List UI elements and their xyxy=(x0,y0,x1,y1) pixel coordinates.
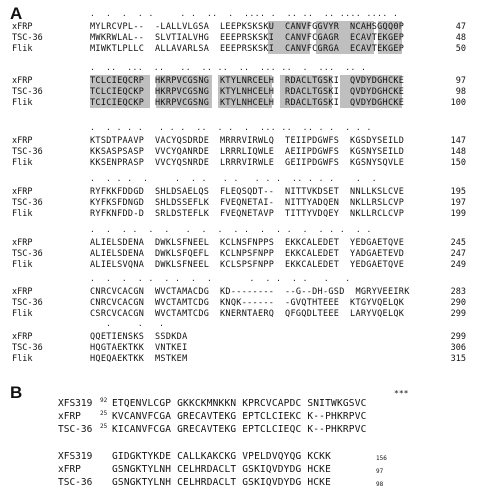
sequence-name: Flik xyxy=(12,158,33,168)
sequence-name: Flik xyxy=(12,209,33,219)
residue-position: 283 xyxy=(450,287,466,297)
residue-position: 147 xyxy=(450,136,466,146)
start-position: 25 xyxy=(100,423,108,430)
sequence-name: XFS319 xyxy=(58,398,93,409)
sequence-residues: KTSDTPAAVP VACYQSDRDE MRRRVIRWLQ TEIIPDGWFS KGSDYSEILD xyxy=(90,136,405,146)
sequence-residues: ALIELSDENA DWKLSFNEEL KCLNSFNPPS EKKCALEDET YEDGAETQVE xyxy=(90,238,405,248)
conservation-dots: · · · · · · · · · · · · · ·· · · · · · xyxy=(90,176,378,185)
residue-position: 100 xyxy=(450,98,466,108)
sequence-name: Flik xyxy=(12,354,33,364)
sequence-residues: CNRCVCACGN WVCTAMACDG KD-------- --G--DH-GSD MGRYVEEIRK xyxy=(90,287,410,297)
sequence-residues: CNRCVCACGN WVCTAMTCDG KNQK------ -GVQTHTEEE KTGYVQELQK xyxy=(90,298,405,308)
sequence-name: xFRP xyxy=(12,332,33,342)
residue-position: 299 xyxy=(450,332,466,342)
residue-position: 195 xyxy=(450,187,466,197)
sequence-residues: MYLRCVPL-- -LALLVLGSA LEEPKSKSKU CANVFGGVYR NCAHSGQQ0P xyxy=(90,22,405,32)
sequence-residues: ETQENVLCGP GKKCKMNKKN KPRCVCAPDC SNITWKGSVC xyxy=(112,398,367,409)
residue-position: 98 xyxy=(455,87,466,97)
start-position: 92 xyxy=(100,397,108,404)
sequence-name: xFRP xyxy=(12,76,33,86)
sequence-residues: CSRCVCACGN WVCTAMTCDG KNERNTAERQ QFGQDLTEEE LARYVQELQK xyxy=(90,309,405,319)
sequence-name: xFRP xyxy=(12,22,33,32)
residue-position: 290 xyxy=(450,298,466,308)
sequence-residues: TCICIEQCKP HKRPVCGSNG KTYLNHCELH RDACLTGSKI QVDYDGHCKE xyxy=(90,98,405,108)
sequence-row xyxy=(0,308,484,320)
residue-position: 315 xyxy=(450,354,466,364)
sequence-row xyxy=(0,353,484,365)
glycosylation-stars: *** xyxy=(394,389,409,398)
sequence-residues: KICANVFCGA GRECAVTEKG EPTCLCIEQC K--PHKRPVC xyxy=(112,424,367,435)
sequence-residues: KYFKSFDNGD SHLDSSEFLK FVEQNETAI- NITTYADQEN NKLLRSLCVP xyxy=(90,198,405,208)
conservation-dots: · · · · · · · ·· · ···· · ·· ·· ·· ···· ···· · xyxy=(90,11,399,20)
sequence-name: Flik xyxy=(12,44,33,54)
residue-position: 247 xyxy=(450,249,466,259)
residue-position: 245 xyxy=(450,238,466,248)
sequence-residues: HQEQAEKTKK MSTKEM xyxy=(90,354,188,364)
sequence-name: TSC-36 xyxy=(12,343,43,353)
residue-position: 197 xyxy=(450,198,466,208)
panel-a-label: A xyxy=(10,4,23,23)
residue-position: 97 xyxy=(455,76,466,86)
sequence-residues: RYFKKFDDGD SHLDSAELQS FLEQSQDT-- NITTVKDSET NNLLKSLCVE xyxy=(90,187,405,197)
residue-position: 48 xyxy=(455,33,466,43)
sequence-residues: KVCANVFCGA GRECAVTEKG EPTCLCIEKC K--PHKRPVC xyxy=(112,411,367,422)
panel-b-label: B xyxy=(10,383,23,402)
start-position: 25 xyxy=(100,410,108,417)
sequence-residues: KKSASPSASP VVCYQANRDE LRRRLIQWLE AEIIPDGWFS KGSNYSEILD xyxy=(90,147,405,157)
sequence-name: TSC-36 xyxy=(12,147,43,157)
conservation-dots: · ·· ··· ·· ·· ·· ·· ·· ··· ·· · ··· ·· · xyxy=(90,65,367,74)
sequence-residues: ALIELSDENA DWKLSFQEFL KCLNPSFNPP EKKCALEDET YADGAETEVD xyxy=(90,249,405,259)
residue-position: 299 xyxy=(450,309,466,319)
sequence-residues: GSNGKTYLNH CELHRDACLT GSKIQVDYDG HCKE xyxy=(112,477,332,488)
sequence-residues: RYFKNFDD-D SRLDSTEFLK FVEQNETAVP TITTYVDQEY NKLLRCLCVP xyxy=(90,209,405,219)
sequence-name: Flik xyxy=(12,260,33,270)
sequence-residues: MWKRWLAL-- SLVTIALVHG EEEPRSKSKI CANVFCGAGR ECAVTEKGEP xyxy=(90,33,405,43)
sequence-name: TSC-36 xyxy=(12,249,43,259)
sequence-name: xFRP xyxy=(12,238,33,248)
conservation-dots: · · · xyxy=(90,321,165,330)
sequence-name: Flik xyxy=(12,98,33,108)
end-position: 98 xyxy=(376,481,384,488)
sequence-name: TSC-36 xyxy=(12,33,43,43)
sequence-residues: ALIELSVQNA DWKLSFNEEL KCLSPSFNPP EKKCALEDET YEDGAETQVE xyxy=(90,260,405,270)
sequence-row xyxy=(0,43,484,55)
sequence-residues: MIWKTLPLLC ALLAVARLSA EEEPRSKSKI CANVFCGRGA ECAVTEKGEP xyxy=(90,44,405,54)
sequence-name: xFRP xyxy=(58,411,81,422)
conservation-dots: · · · · · · · · ·· · · · ··· ·· ·· · · · · · xyxy=(90,125,372,134)
sequence-name: TSC-36 xyxy=(12,87,43,97)
residue-position: 249 xyxy=(450,260,466,270)
sequence-name: TSC-36 xyxy=(58,424,93,435)
residue-position: 47 xyxy=(455,22,466,32)
end-position: 97 xyxy=(376,468,384,475)
residue-position: 50 xyxy=(455,44,466,54)
sequence-row xyxy=(0,208,484,220)
residue-position: 306 xyxy=(450,343,466,353)
sequence-residues: HQGTAEKTKK VNTKEI xyxy=(90,343,188,353)
sequence-residues: TCLCIEQCKP HKRPVCGSNG KTYLNHCELH RDACLTGSKI QVDYDGHCKE xyxy=(90,87,405,97)
residue-position: 150 xyxy=(450,158,466,168)
sequence-name: XFS319 xyxy=(58,451,93,462)
sequence-name: TSC-36 xyxy=(12,298,43,308)
sequence-name: xFRP xyxy=(58,464,81,475)
sequence-residues: QQETIENSKS SSDKDA xyxy=(90,332,188,342)
conservation-dots: · · · · · · · · · · · · · · · · xyxy=(90,276,351,285)
sequence-row xyxy=(0,97,484,109)
sequence-name: xFRP xyxy=(12,187,33,197)
sequence-residues: KKSENPRASP VVCYQSNRDE LRRRVIRWLE GEIIPDGWFS KGSNYSQVLE xyxy=(90,158,405,168)
sequence-row xyxy=(0,259,484,271)
sequence-name: xFRP xyxy=(12,136,33,146)
sequence-name: Flik xyxy=(12,309,33,319)
sequence-name: TSC-36 xyxy=(12,198,43,208)
end-position: 156 xyxy=(376,455,387,462)
residue-position: 199 xyxy=(450,209,466,219)
sequence-residues: GIDGKTYKDE CALLKAKCKG VPELDVQYQG KCKK xyxy=(112,451,332,462)
sequence-row xyxy=(0,157,484,169)
sequence-residues: GSNGKTYLNH CELHRDACLT GSKIQVDYDG HCKE xyxy=(112,464,332,475)
conservation-dots: · · · · · · · · · · · · · · · · · · · · xyxy=(90,227,372,236)
sequence-name: xFRP xyxy=(12,287,33,297)
sequence-residues: TCLCIEQCRP HKRPVCGSNG KTYLNRCELH RDACLTGSKI QVDYDGHCKE xyxy=(90,76,405,86)
sequence-name: TSC-36 xyxy=(58,477,93,488)
residue-position: 148 xyxy=(450,147,466,157)
